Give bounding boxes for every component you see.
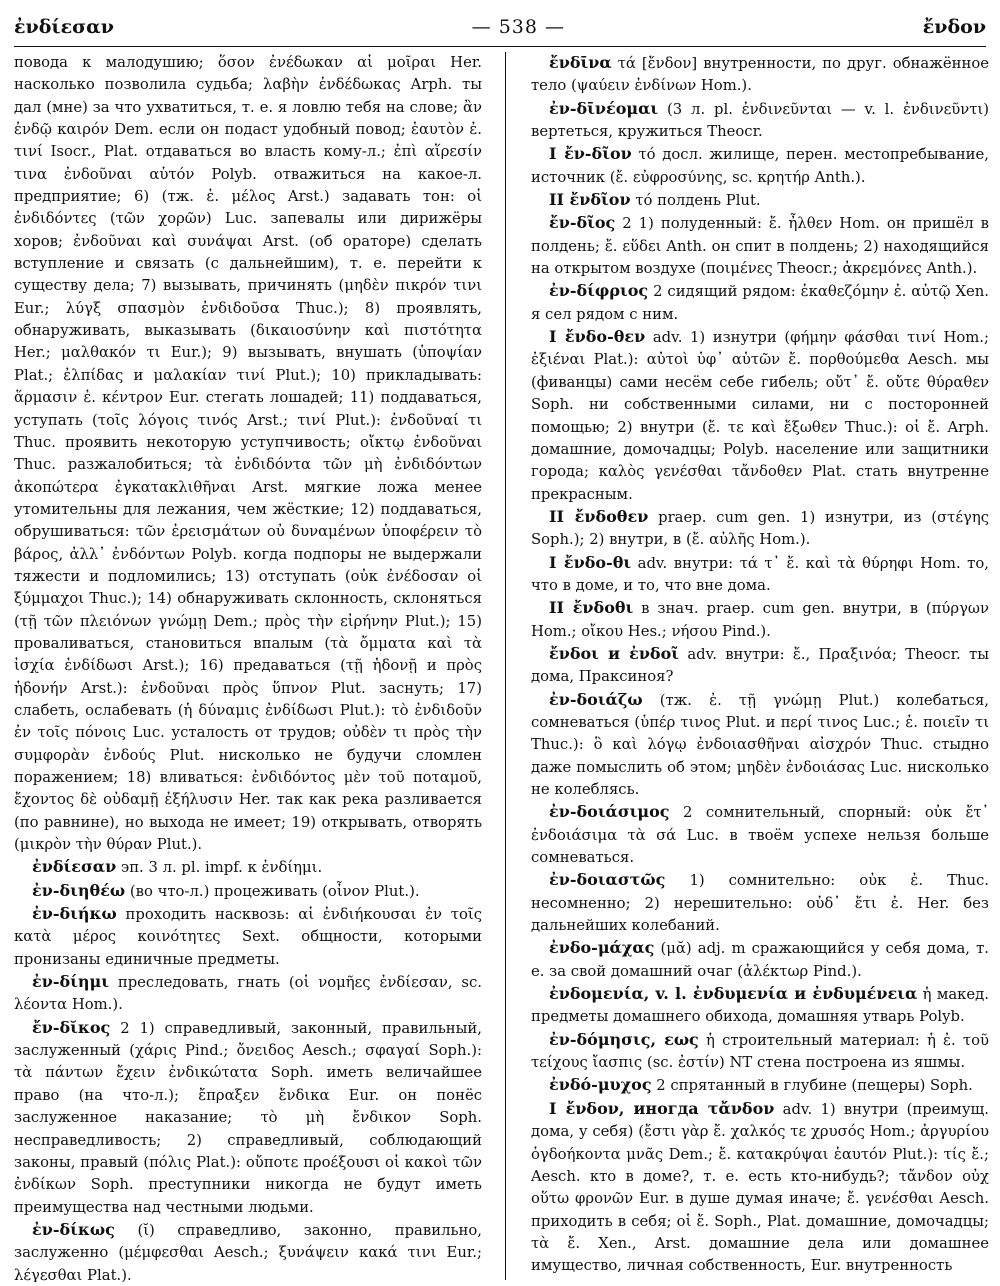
entry-headword: ἐν-δόμησις, εως bbox=[549, 1029, 699, 1049]
entry-text: 2 1) справедливый, законный, правильный, заслуженный (χάρις Pind.; ὄνειδος Aesch.; σφαγαί Soph.): τὰ πάντων ἔχειν ἐνδικώτατα Soph. иметь величайшее право (на что-л.); ἔπραξεν ἔνδικα Eur. он понёс заслуженное наказание; τὸ μὴ ἔνδικον Soph. несправедливость; 2) справедливый, соблюдающий законы, правый (πόλις Plat.): οὔποτε προέξουσι οἱ κακοὶ τῶν ἐνδίκων Soph. преступники никогда не будут иметь преимущества над честными людьми. bbox=[14, 1019, 482, 1216]
entry-headword: ἔνδοι и ἐνδοῖ bbox=[549, 643, 680, 663]
entry-text: 2 сомнительный, спорный: οὐκ ἔτ᾿ ἐνδοιάσιμα τὰ σά Luc. в твоём успехе нельзя больше сомневаться. bbox=[531, 804, 989, 867]
entry-text: (во что-л.) процеживать (οἶνον Plut.). bbox=[129, 882, 420, 900]
header-right-headword: ἔνδον bbox=[922, 16, 986, 38]
entry-text: τά [ἔνδον] внутренности, по друг. обнажённое тело (ψαύειν ἐνδίνων Hom.). bbox=[531, 55, 989, 95]
entry-headword: I ἔνδο-θεν bbox=[549, 327, 646, 347]
entry-text: praep. cum gen. 1) изнутри, из (στέγης Soph.); 2) внутри, в (ἔ. αὐλῆς Hom.). bbox=[531, 508, 989, 549]
entry-text: 2 спрятанный в глубине (пещеры) Soph. bbox=[656, 1077, 973, 1095]
entry-headword: ἐν-διηθέω bbox=[32, 880, 126, 900]
entry-headword: ἔνδῑνα bbox=[549, 53, 612, 72]
entry-text: (тж. ἐ. τῇ γνώμῃ Plut.) колебаться, сомневаться (ὑπέρ τινος Plut. и περί τινος Luc.; ἐ. ποιεῖν τι Thuc.): ὃ καὶ λόγῳ ἐνδοιασθῆναι αἰσχρόν Thuc. стыдно даже помыслить об этом; μηδὲν ἐνδοιάσας Luc. нисколько не колеблясь. bbox=[531, 691, 989, 798]
entry-headword: ἐν-δίκως bbox=[32, 1219, 115, 1239]
entry-text: adv. 1) внутри (преимущ. дома, у себя) (ἔστι γὰρ ἔ. χαλκός τε χρυσός Hom.; ἀργυρίου ὀγδοήκοντα μνᾶς Dem.; ἔ. κατακρύψαι ἑαυτόν Plut.): τίς ἔ.; Aesch. кто в доме?, т. е. есть кто-нибудь?; τἄνδον οὐχ οὕτω φρονῶν Eur. в душе думая иначе; ἔ. γενέσθαι Aesch. приходить в себя; οἱ ἔ. Soph., Plat. домашние, домочадцы; τὰ ἔ. Xen., Arst. домашние дела или домашнее имущество, личная собственность, Eur. внутренность bbox=[531, 1100, 989, 1275]
dictionary-entry bbox=[531, 552, 989, 598]
entry-headword: ἐνδίεσαν bbox=[32, 857, 117, 877]
entry-headword: ἐν-διήκω bbox=[32, 904, 117, 924]
dictionary-entry bbox=[531, 189, 989, 212]
dictionary-entry bbox=[531, 597, 989, 643]
dictionary-entry bbox=[14, 1017, 482, 1219]
right-column bbox=[531, 52, 989, 1282]
entry-headword: I ἔν-δῖον bbox=[549, 144, 632, 164]
entry-text: 2 1) полуденный: ἔ. ἦλθεν Hom. он пришёл в полдень; ἔ. εὕδει Anth. он спит в полдень; 2) находящийся на открытом воздухе (ποιμένες Theocr.; ἀκρεμόνες Anth.). bbox=[531, 215, 989, 278]
dictionary-entry bbox=[14, 971, 482, 1017]
dictionary-entry bbox=[14, 52, 482, 856]
dictionary-entry bbox=[531, 506, 989, 552]
entry-text: τό полдень Plut. bbox=[635, 192, 761, 210]
entry-headword: ἐν-δῑνέομαι bbox=[549, 98, 659, 118]
column-divider bbox=[505, 52, 506, 1280]
entry-headword: ἐν-δοιάσιμος bbox=[549, 802, 670, 822]
dictionary-entry bbox=[531, 983, 989, 1029]
entry-text: ἡ строительный материал: ἡ ἐ. τοῦ τείχους ἴασπις (sc. ἐστίν) NT стена построена из яшмы. bbox=[531, 1031, 989, 1072]
dictionary-entry bbox=[14, 880, 482, 903]
entry-text: (μᾰ) adj. m сражающийся у себя дома, т. е. за свой домашний очаг (ἀλέκτωρ Pind.). bbox=[531, 940, 989, 980]
entry-text: эп. 3 л. pl. impf. к ἐνδίημι. bbox=[120, 859, 323, 877]
entry-text: (ῐ) справедливо, законно, правильно, заслуженно (μέμφεσθαι Aesch.; ξυνάψειν κακά τινι Eur.; λέγεσθαι Plat.). bbox=[14, 1221, 482, 1282]
entry-headword: ἐν-δοιάζω bbox=[549, 689, 643, 709]
entry-headword: ἐν-δίφριος bbox=[549, 281, 649, 301]
entry-headword: I ἔνδο-θι bbox=[549, 552, 632, 572]
dictionary-entry bbox=[531, 801, 989, 869]
entry-text: τό досл. жилище, перен. местопребывание, источник (ἔ. εὐφροσύνης, sc. κρητήρ Anth.). bbox=[531, 146, 989, 186]
dictionary-entry bbox=[531, 1074, 989, 1097]
entry-headword: ἔν-δῐκος bbox=[32, 1017, 111, 1037]
left-column bbox=[14, 52, 482, 1282]
dictionary-entry bbox=[531, 98, 989, 144]
dictionary-entry bbox=[531, 280, 989, 326]
dictionary-entry bbox=[14, 903, 482, 971]
dictionary-entry bbox=[531, 643, 989, 689]
entry-text: в знач. praep. cum gen. внутри, в (πύργων Hom.; οἴκου Hes.; νήσου Pind.). bbox=[531, 600, 989, 640]
dictionary-entry bbox=[531, 52, 989, 98]
entry-headword: ἐν-δοιαστῶς bbox=[549, 870, 666, 890]
dictionary-entry bbox=[531, 689, 989, 802]
entry-headword: I ἔνδον, иногда τἄνδον bbox=[549, 1098, 775, 1118]
dictionary-entry bbox=[14, 856, 482, 879]
entry-headword: ἔν-δῖος bbox=[549, 213, 616, 233]
dictionary-entry bbox=[531, 1029, 989, 1075]
entry-headword: ἐν-δίημι bbox=[32, 972, 109, 992]
entry-text: adv. внутри: ἔ., Πραξινόα; Theocr. ты дома, Праксиноя? bbox=[531, 645, 989, 686]
entry-text: (3 л. pl. ἐνδινεῦνται — v. l. ἐνδινεῦντι) вертеться, кружиться Theocr. bbox=[531, 100, 989, 141]
dictionary-entry bbox=[531, 869, 989, 937]
entry-text: ἡ макед. предметы домашнего обихода, домашняя утварь Polyb. bbox=[531, 986, 989, 1026]
entry-headword: ἐνδό-μυχος bbox=[549, 1075, 652, 1095]
entry-headword: II ἔνδοθεν bbox=[549, 506, 649, 526]
entry-headword: II ἔνδῖον bbox=[549, 190, 631, 210]
entry-text: проходить насквозь: αἱ ἐνδιήκουσαι ἐν τοῖς κατὰ μέρος κοινότητες Sext. общности, которыми пронизаны единичные предметы. bbox=[14, 906, 482, 968]
entry-text: adv. 1) изнутри (φήμην φάσθαι τινί Hom.; ἐξιέναι Plat.): αὐτοὶ ὑφ᾿ αὑτῶν ἔ. πορθούμεθα Aesch. мы (фиванцы) сами несём себе гибель; οὔτ᾿ ἔ. οὔτε θύραθεν Soph. ни собственными силами, ни с посторонней помощью; 2) внутри (ἔ. τε καὶ ἔξωθεν Thuc.): οἱ ἔ. Arph. домашние, домочадцы; Polyb. население или защитники города; καλὸς γενέσθαι τἄνδοθεν Plat. стать внутренне прекрасным. bbox=[531, 329, 989, 503]
entry-text: adv. внутри: τά τ᾿ ἔ. καὶ τὰ θύρηφι Hom. то, что в доме, и то, что вне дома. bbox=[531, 554, 989, 594]
dictionary-entry bbox=[531, 326, 989, 506]
entry-text: 1) сомнительно: οὐκ ἐ. Thuc. несомненно; 2) нерешительно: οὐδ᾿ ἔτι ἐ. Her. без дальнейших колебаний. bbox=[531, 872, 989, 935]
dictionary-entry bbox=[531, 937, 989, 983]
entry-text: 2 сидящий рядом: ἐκαθεζόμην ἐ. αὐτῷ Xen. я сел рядом с ним. bbox=[531, 283, 989, 323]
entry-headword: II ἔνδοθι bbox=[549, 598, 634, 618]
header-rule bbox=[14, 46, 986, 47]
dictionary-entry bbox=[14, 1219, 482, 1282]
dictionary-entry bbox=[531, 212, 989, 280]
page-number: — 538 — bbox=[471, 16, 566, 38]
dictionary-entry bbox=[531, 1098, 989, 1278]
entry-headword: ἐνδο-μάχας bbox=[549, 938, 655, 958]
entry-headword: ἐνδομενία, v. l. ἐνδυμενία и ἐνδυμένεια bbox=[549, 984, 918, 1004]
page-header bbox=[14, 10, 986, 44]
entry-text: преследовать, гнать (οἱ νομῆες ἐνδίεσαν, sc. λέοντα Hom.). bbox=[14, 974, 482, 1014]
header-left-headword: ἐνδίεσαν bbox=[14, 16, 114, 38]
entry-text: повода к малодушию; ὅσον ἐνέδωκαν αἱ μοῖραι Her. насколько позволила судьба; λαβὴν ἐνδέδωκας Arph. ты дал (мне) за что ухватиться, т. е. я ловлю тебя на слове; ἂν ἐνδῷ καιρόν Dem. если он подаст удобный повод; ἑαυτὸν ἐ. τινί Isocr., Plat. отдаваться во власть кому-л.; ἐπὶ αἵρεσίν τινα ἐνδοῦναι αὑτόν Polyb. отважиться на какое-л. предприятие; 6) (тж. ἐ. μέλος Arst.) задавать тон: οἱ ἐνδιδόντες (τῶν χορῶν) Luc. запевалы или дирижёры хоров; ἐνδοῦναι καὶ συνάψαι Arst. (об ораторе) сделать вступление и связать (с дальнейшим), т. е. перейти к существу дела; 7) вызывать, причинять (μηδὲν πικρόν τινι Eur.; λύγξ σπασμὸν ἐνδιδοῦσα Thuc.); 8) проявлять, обнаруживать, выказывать (δικαιοσύνην καὶ πιστότητα Her.; μαλθακόν τι Eur.); 9) вызывать, внушать (ὑποψίαν Plat.; ἐλπίδας и μαλακίαν τινί Plut.); 10) прикладывать: ἅρμασιν ἐ. κέντρον Eur. стегать лошадей; 11) поддаваться, уступать (τοῖς λόγοις τινός Arst.; τινί Plut.): ἐνδοῦναί τι Thuc. проявить некоторую уступчивость; οἴκτῳ ἐνδοῦναι Thuc. разжалобиться; τὰ ἐνδιδόντα τῶν μὴ ἐνδιδόντων ἀκοπώτερα ἐγκατακλιθῆναι Arst. мягкие ложа менее утомительны для лежания, чем жёсткие; 12) поддаваться, обрушиваться: τῶν ἐρεισμάτων οὐ δυναμένων ὑποφέρειν τὸ βάρος, ἀλλ᾿ ἐνδόντων Polyb. когда подпоры не выдержали тяжести и подломились; 13) отступать (οὐκ ἐνέδοσαν οἱ ξύμμαχοι Thuc.); 14) обнаруживать склонность, склоняться (τῇ τῶν πλειόνων γνώμῃ Dem.; πρὸς τὴν εἰρήνην Plut.); 15) проваливаться, становиться впалым (τὰ ὄμματα καὶ τὰ ἰσχία ἐνδίδωσι Arst.); 16) предаваться (τῇ ἡδονῇ и πρὸς ἡδονήν Arst.): ἐνδοῦναι πρὸς ὕπνον Plut. заснуть; 17) слабеть, ослабевать (ἡ δύναμις ἐνδίδωσι Plut.): τὸ ἐνδιδοῦν ἐν τοῖς πόνοις Luc. усталость от трудов; οὐδὲν τι πρὸς τὴν συμφορὰν ἐνδούς Plut. нисколько не будучи сломлен поражением; 18) вливаться: ἐνδιδόντος μὲν τοῦ ποταμοῦ, ἔχοντος δὲ οὐδαμῇ ἐξήλυσιν Her. так как река разливается (по равнине), но выхода не имеет; 19) открывать, отворять (μικρὸν τὴν θύραν Plut.). bbox=[14, 54, 482, 854]
dictionary-entry bbox=[531, 143, 989, 189]
